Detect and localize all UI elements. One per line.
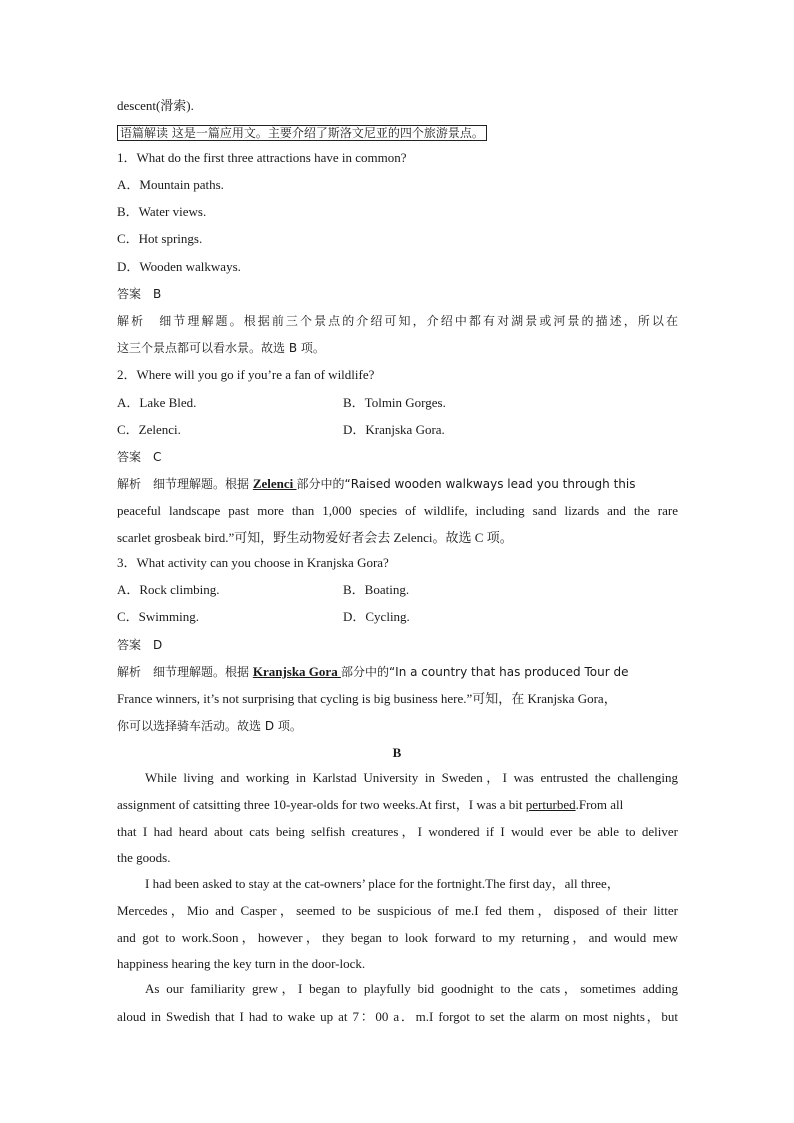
option-a: A．Mountain paths. <box>117 177 224 192</box>
paragraph-1-line-2 <box>117 797 623 813</box>
explanation-3-line-2: France winners, it’s not surprising that cycling is big business here.”可知，在 Kranjska Gora， <box>117 691 617 706</box>
section-reference: Zelenci <box>252 476 297 491</box>
option-c: C．Hot springs. <box>117 231 203 246</box>
paragraph-1-line-4: the goods. <box>117 850 171 865</box>
paragraph-2-line-3: and got to work.Soon，however，they began to look forward to my returning，and would mew <box>117 930 678 945</box>
paragraph-3-line-2: aloud in Swedish that I had to wake up at 7：00 a．m.I forgot to set the alarm on most nights，but <box>117 1009 678 1024</box>
explanation-2-line-3: scarlet grosbeak bird.”可知，野生动物爱好者会去 Zelenci。故选 C 项。 <box>117 530 513 545</box>
paragraph-2-line-1: I had been asked to stay at the cat-owners’ place for the fortnight.The first day，all three， <box>145 876 620 891</box>
answer-3: 答案 D <box>117 638 163 652</box>
paragraph-1-line-3: that I had heard about cats being selfish creatures，I wondered if I would ever be able to deliver <box>117 824 678 839</box>
explanation-quote: 部分中的“Raised wooden walkways lead you through this <box>296 477 636 491</box>
paragraph-2-line-2: Mercedes，Mio and Casper，seemed to be suspicious of me.I fed them，disposed of their litter <box>117 903 678 918</box>
paragraph-3-line-1: As our familiarity grew，I began to playfully bid goodnight to the cats，sometimes adding <box>145 981 678 996</box>
question-2: 2．Where will you go if you’re a fan of wildlife? <box>117 367 375 382</box>
explanation-prefix: 解析 细节理解题。根据 <box>117 477 253 491</box>
option-b: B．Water views. <box>117 204 207 219</box>
question-1: 1．What do the first three attractions have in common? <box>117 150 407 165</box>
paragraph-text: .From all <box>575 797 624 812</box>
text-line: descent(滑索). <box>117 98 194 113</box>
explanation-2-line-1 <box>117 476 636 492</box>
option-b: B．Tolmin Gorges. <box>343 395 446 410</box>
explanation-quote: 部分中的“In a country that has produced Tour de <box>340 665 629 679</box>
section-heading: B <box>392 745 402 760</box>
option-d: D．Wooden walkways. <box>117 259 241 274</box>
passage-summary <box>117 125 487 141</box>
option-a: A．Rock climbing. <box>117 582 220 597</box>
explanation-prefix: 解析 细节理解题。根据 <box>117 665 253 679</box>
explanation-3-line-3: 你可以选择骑车活动。故选 D 项。 <box>117 719 302 733</box>
paragraph-2-line-4: happiness hearing the key turn in the door-lock. <box>117 956 366 971</box>
option-a: A．Lake Bled. <box>117 395 197 410</box>
section-reference: Kranjska Gora <box>252 664 341 679</box>
option-c: C．Zelenci. <box>117 422 181 437</box>
paragraph-text: assignment of catsitting three 10-year-olds for two weeks.At first，I was a bit <box>117 797 526 812</box>
underlined-word: perturbed <box>525 797 576 812</box>
answer-1: 答案 B <box>117 287 162 301</box>
option-c: C．Swimming. <box>117 609 199 624</box>
option-b: B．Boating. <box>343 582 410 597</box>
option-d: D．Cycling. <box>343 609 410 624</box>
explanation-3-line-1 <box>117 664 628 680</box>
paragraph-1-line-1: While living and working in Karlstad University in Sweden，I was entrusted the challenging <box>145 770 678 785</box>
answer-2: 答案 C <box>117 450 162 464</box>
explanation-1-line-2: 这三个景点都可以看水景。故选 B 项。 <box>117 341 325 355</box>
option-d: D．Kranjska Gora. <box>343 422 445 437</box>
summary-box: 语篇解读 这是一篇应用文。主要介绍了斯洛文尼亚的四个旅游景点。 <box>117 125 487 141</box>
explanation-2-line-2: peaceful landscape past more than 1,000 species of wildlife, including sand lizards and the rare <box>117 503 678 518</box>
explanation-1-line-1: 解析 细节理解题。根据前三个景点的介绍可知，介绍中都有对湖景或河景的描述，所以在 <box>117 314 678 328</box>
question-3: 3．What activity can you choose in Kranjska Gora? <box>117 555 389 570</box>
